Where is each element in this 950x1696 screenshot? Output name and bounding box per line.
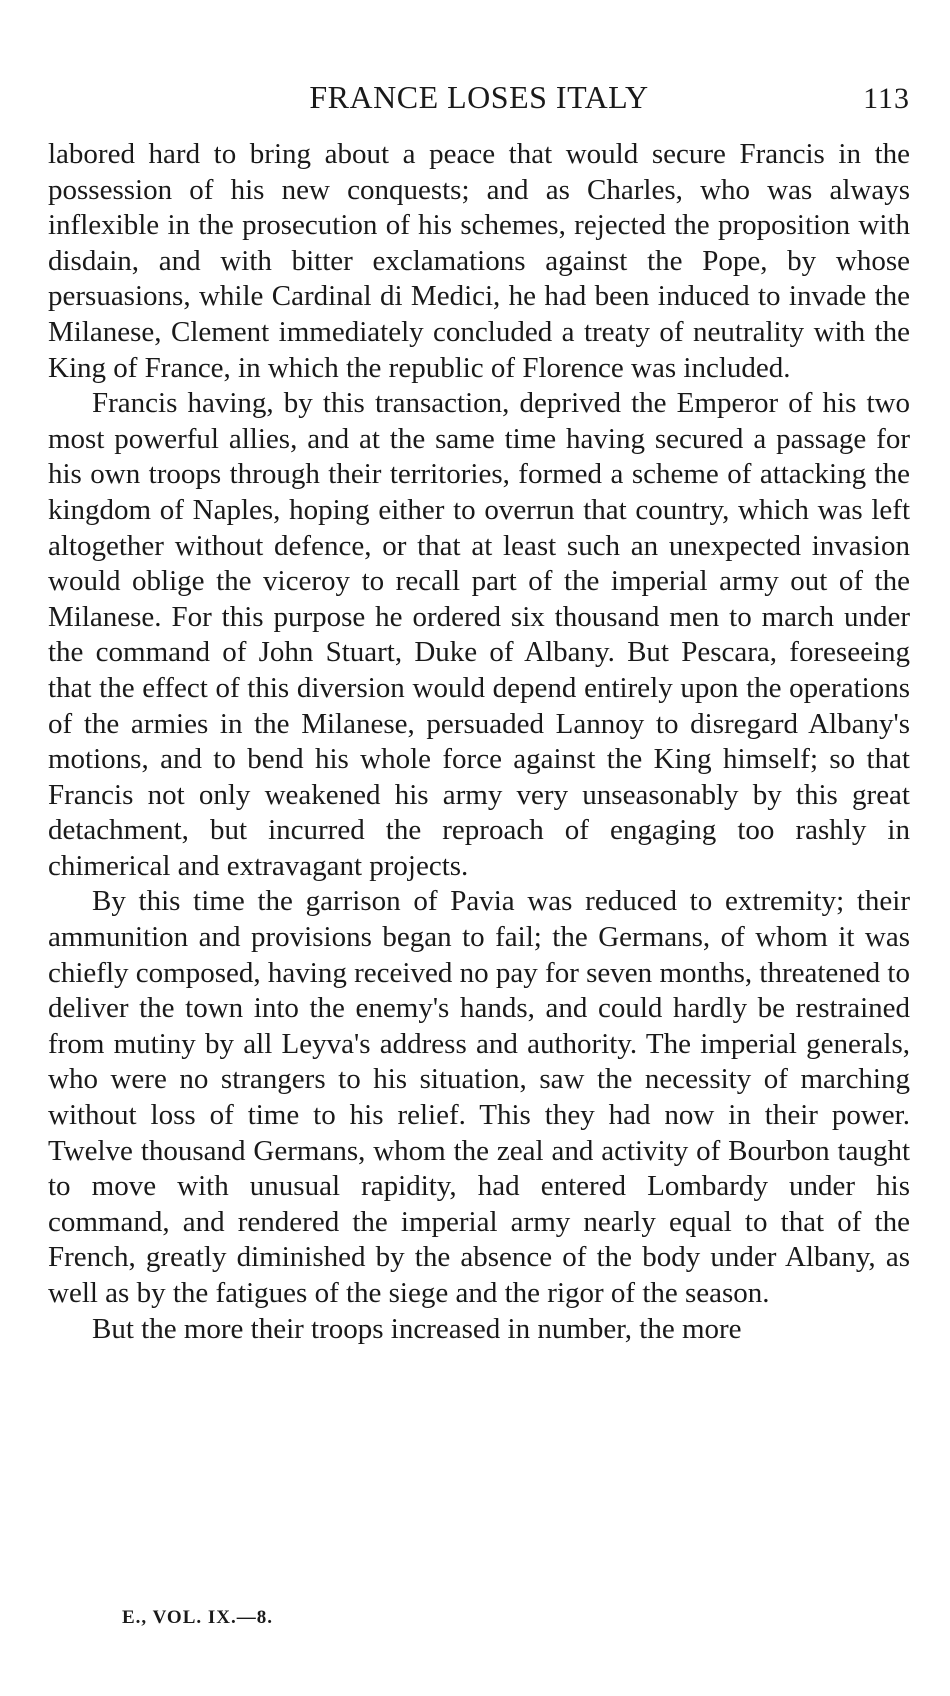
paragraph-troops-increased: But the more their troops increased in number, the more [92,1312,742,1345]
paragraph-continuation: labored hard to bring about a peace that would secure Francis in the possession of his new conquests; and as Charles, who was always inflexible in the prosecution of his schemes, rejected the proposition with disdain, and with bitter exclamations against the Pope, by whose persuasions, while Cardinal di Medici, he had been induced to invade the Milanese, Clement immediately concluded a treaty of neutrality with the King of France, in which the republic of Florence was included. [48,138,910,384]
paragraph-pavia-garrison: By this time the garrison of Pavia was reduced to extremity; their ammunition and provisions began to fail; the Germans, of whom it was chiefly composed, having received no pay for seven months, threatened to deliver the town into the enemy's hands, and could hardly be restrained from mutiny by all Leyva's address and authority. The imperial generals, who were no strangers to his situation, saw the necessity of marching without loss of time to his relief. This they had now in their power. Twelve thousand Germans, whom the zeal and activity of Bourbon taught to move with unusual rapidity, had entered Lombardy under his command, and rendered the imperial army nearly equal to that of the French, greatly diminished by the absence of the body under Albany, as well as by the fatigues of the siege and the rigor of the season. [48,885,910,1309]
signature-mark: E., VOL. IX.—8. [122,1607,273,1628]
running-head [48,72,910,122]
page-number: 113 [863,82,910,115]
body-text [48,137,910,1347]
running-title: FRANCE LOSES ITALY [309,79,649,115]
paragraph-francis-naples: Francis having, by this transaction, deprived the Emperor of his two most powerful allies, and at the same time having secured a passage for his own troops through their territories, formed a scheme of attacking the kingdom of Naples, hoping either to overrun that country, which was left altogether without defence, or that at least such an unexpected invasion would oblige the viceroy to recall part of the imperial army out of the Milanese. For this purpose he ordered six thousand men to march under the command of John Stuart, Duke of Albany. But Pescara, foreseeing that the effect of this diversion would depend entirely upon the operations of the armies in the Milanese, persuaded Lannoy to disregard Albany's motions, and to bend his whole force against the King himself; so that Francis not only weakened his army very unseasonably by this great detachment, but incurred the reproach of engaging too rashly in chimerical and extravagant projects. [48,387,910,882]
